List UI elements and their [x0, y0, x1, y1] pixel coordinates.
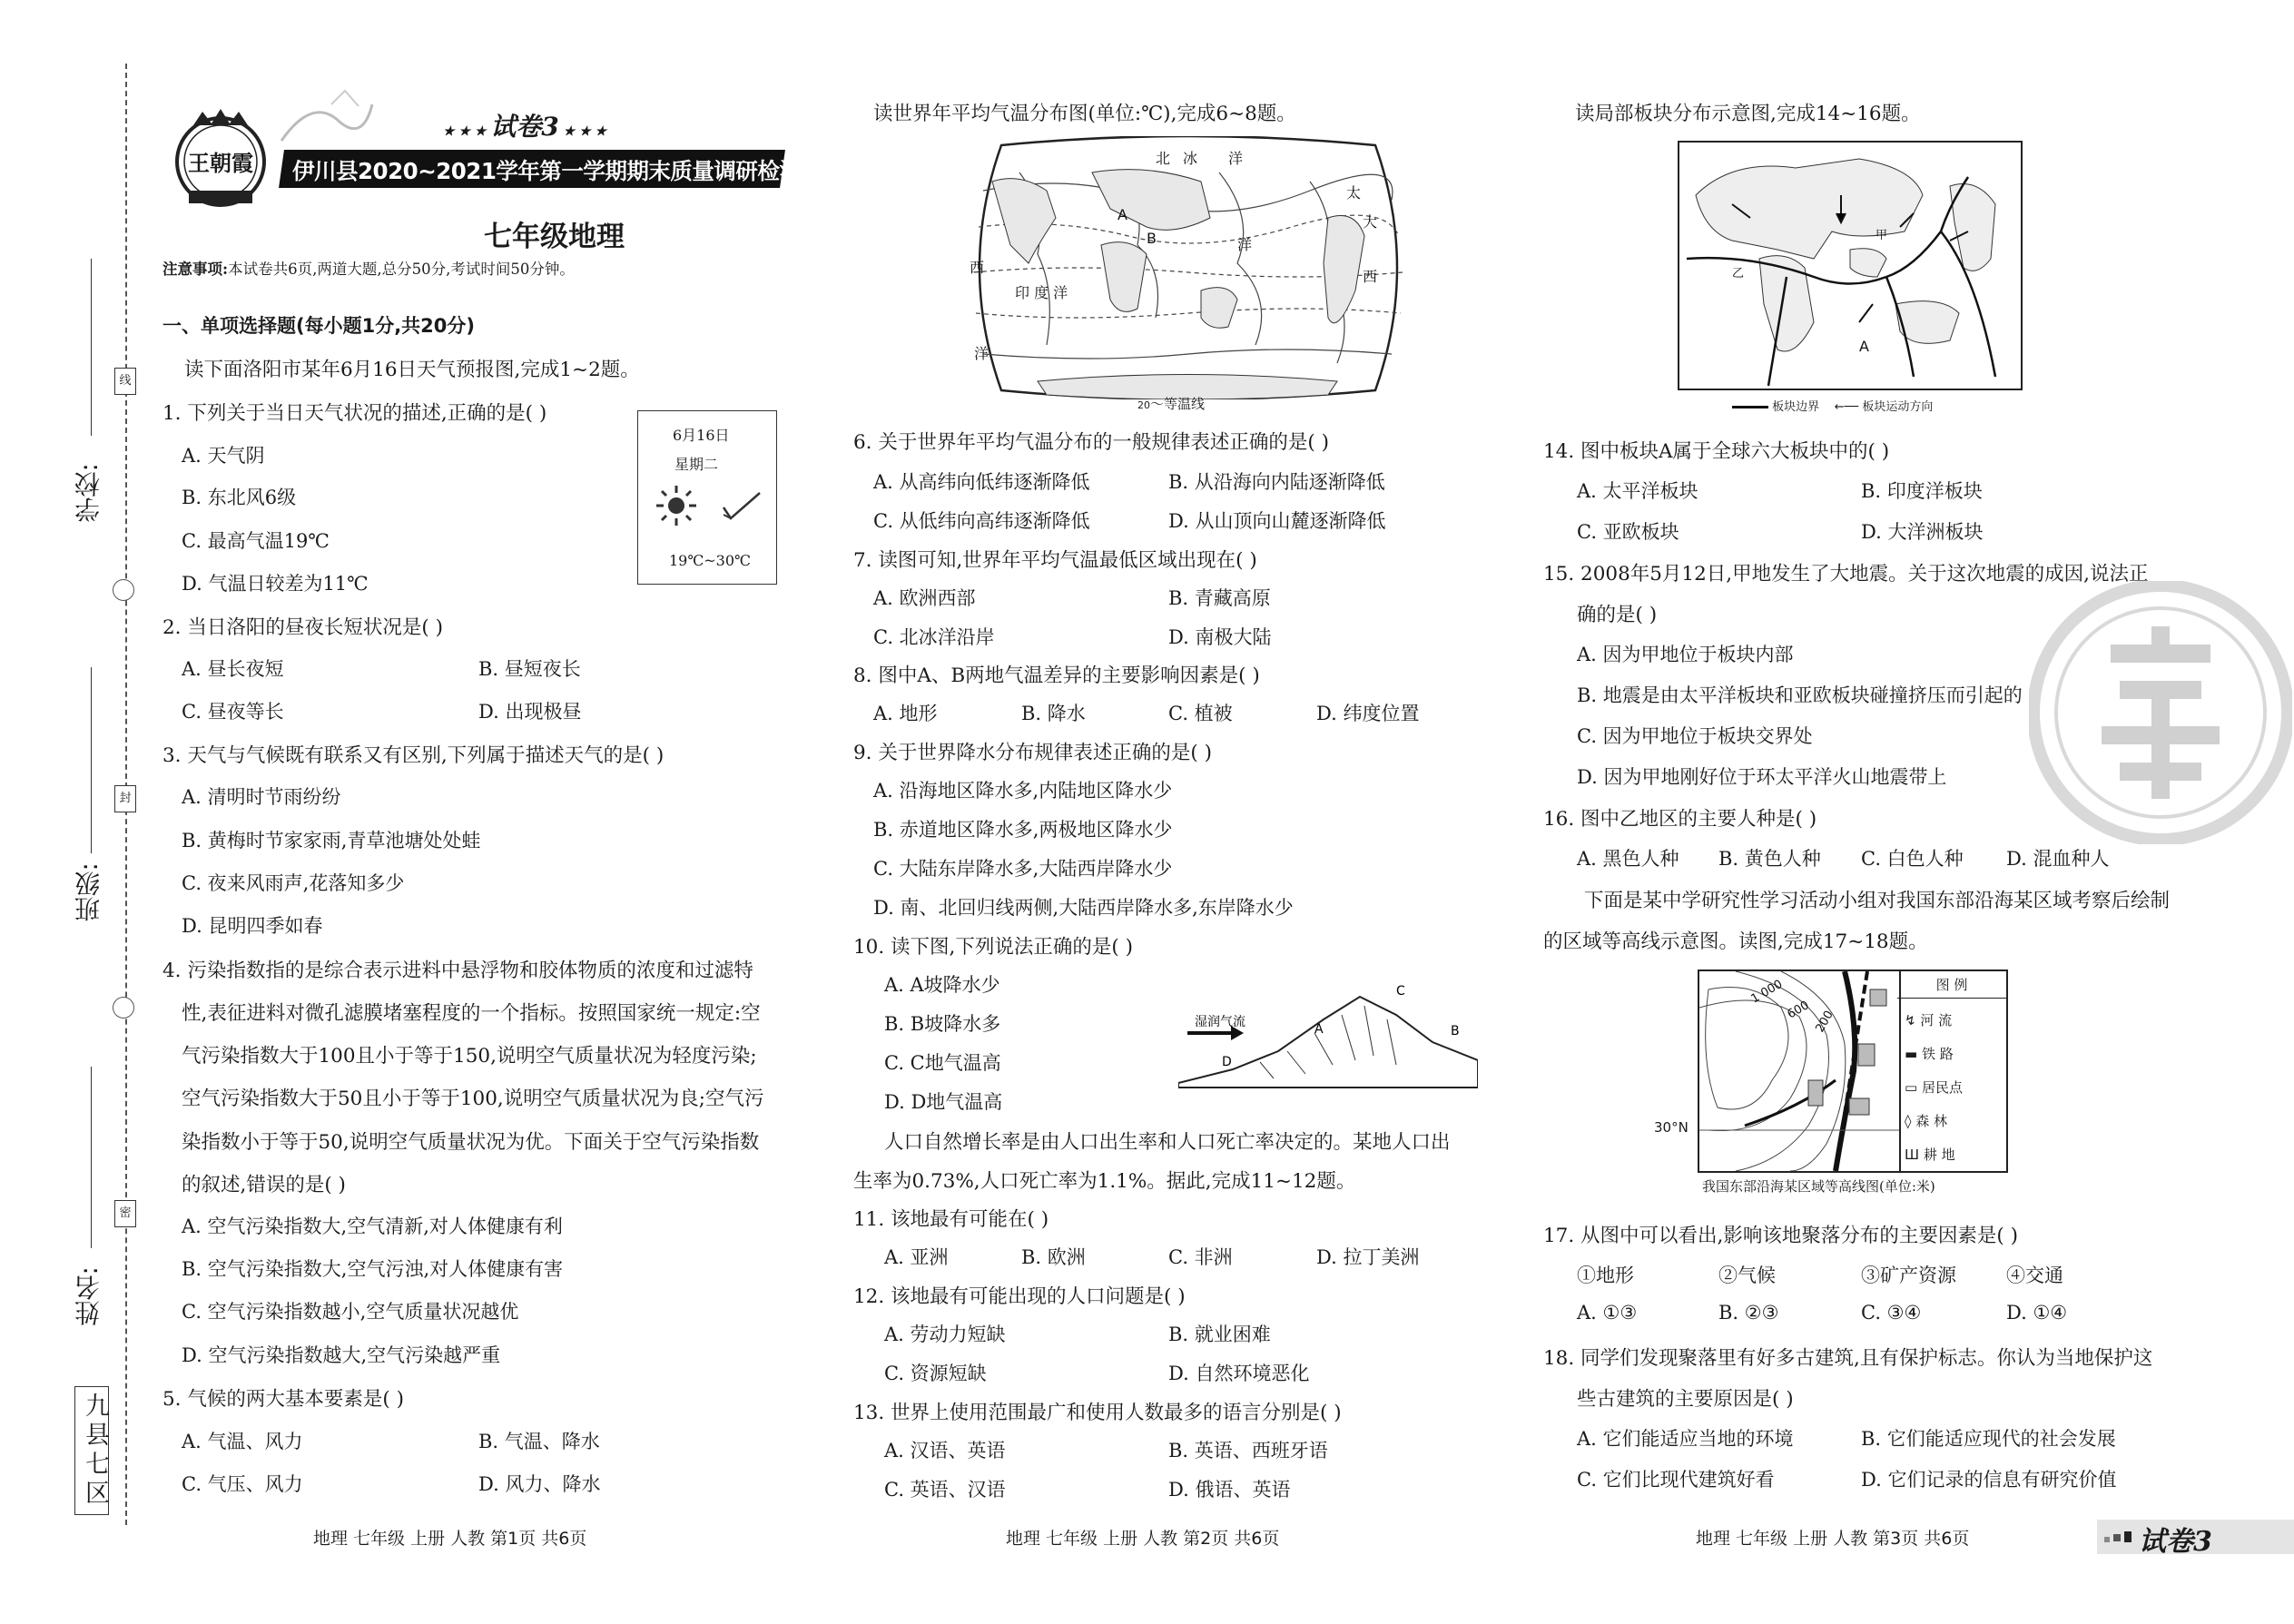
q4-option-b[interactable]: B. 空气污染指数大,空气污浊,对人体健康有害 — [182, 1258, 564, 1280]
school-label: 学校: — [74, 463, 103, 523]
forest-icon: ◊ — [1905, 1113, 1916, 1129]
q1-option-a[interactable]: A. 天气阴 — [182, 445, 265, 467]
q18-option-d[interactable]: D. 它们记录的信息有研究价值 — [1861, 1469, 2117, 1491]
river-icon: ↯ — [1905, 1012, 1921, 1029]
q2-option-b[interactable]: B. 昼短夜长 — [478, 658, 581, 680]
legend-river: 河 流 — [1920, 1012, 1953, 1029]
q11-option-a[interactable]: A. 亚洲 — [884, 1246, 949, 1268]
map-label-yang2: 洋 — [974, 345, 989, 362]
q9-option-a[interactable]: A. 沿海地区降水多,内陆地区降水少 — [873, 780, 1173, 802]
contour-600-label: 600 — [1785, 999, 1812, 1022]
q5-option-a[interactable]: A. 气温、风力 — [182, 1431, 303, 1452]
q14-option-c[interactable]: C. 亚欧板块 — [1577, 521, 1679, 543]
contour-1000-label: 1 000 — [1748, 977, 1786, 1007]
legend-resident: 居民点 — [1921, 1079, 1963, 1096]
q9-option-d[interactable]: D. 南、北回归线两侧,大陆西岸降水多,东岸降水少 — [873, 897, 1294, 919]
q4-line3: 气污染指数大于100且小于等于150,说明空气质量状况为轻度污染; — [182, 1045, 757, 1068]
boundary-line-icon — [1732, 406, 1768, 408]
q9-stem: 9. 关于世界降水分布规律表述正确的是( ) — [853, 742, 1212, 764]
legend-rail: 铁 路 — [1921, 1046, 1954, 1062]
q9-option-b[interactable]: B. 赤道地区降水多,两极地区降水少 — [873, 819, 1173, 841]
series-stars-left: ★ ★ ★ — [443, 124, 491, 139]
notice-label: 注意事项: — [162, 261, 229, 278]
q13-option-c[interactable]: C. 英语、汉语 — [884, 1479, 1006, 1501]
class-label: 班级: — [74, 862, 103, 922]
q17-item-1: ①地形 — [1577, 1265, 1634, 1286]
isotherm-line-icon: ～ — [1150, 396, 1165, 412]
latitude-label: 30°N — [1654, 1119, 1689, 1136]
contour-intro-line1: 下面是某中学研究性学习活动小组对我国东部沿海某区域考察后绘制 — [1584, 890, 2171, 912]
legend-forest: 森 林 — [1915, 1113, 1947, 1129]
contour-200-label: 200 — [1813, 1008, 1836, 1035]
q18-option-b[interactable]: B. 它们能适应现代的社会发展 — [1861, 1428, 2116, 1450]
q11-stem: 11. 该地最有可能在( ) — [853, 1208, 1049, 1231]
edition-label: 九县七区 — [81, 1393, 109, 1509]
tag-xian: 线 — [114, 368, 136, 395]
q10-stem: 10. 读下图,下列说法正确的是( ) — [853, 936, 1133, 959]
map-label-yang3: 洋 — [1228, 150, 1244, 167]
q17-option-c[interactable]: C. ③④ — [1861, 1302, 1922, 1324]
edition-box — [74, 1386, 109, 1515]
resident-icon: ▭ — [1905, 1079, 1922, 1096]
q1-stem: 1. 下列关于当日天气状况的描述,正确的是( ) — [162, 402, 547, 425]
name-line[interactable] — [91, 1067, 92, 1248]
q14-stem: 14. 图中板块A属于全球六大板块中的( ) — [1543, 440, 1890, 463]
slope-a-label: A — [1314, 1022, 1324, 1037]
q2-option-c[interactable]: C. 昼夜等长 — [182, 701, 284, 723]
q17-stem: 17. 从图中可以看出,影响该地聚落分布的主要因素是( ) — [1543, 1225, 2018, 1247]
q8-option-d[interactable]: D. 纬度位置 — [1316, 703, 1420, 724]
q12-option-d[interactable]: D. 自然环境恶化 — [1168, 1363, 1310, 1384]
section1-title: 一、单项选择题(每小题1分,共20分) — [162, 315, 476, 337]
q3-option-b[interactable]: B. 黄梅时节家家雨,青草池塘处处蛙 — [182, 830, 481, 851]
footer-page1: 地理 七年级 上册 人教 第1页 共6页 — [313, 1529, 587, 1549]
subject-title: 七年级地理 — [484, 221, 625, 253]
contour-legend — [1897, 969, 2008, 1173]
q17-item-2: ②气候 — [1718, 1265, 1776, 1286]
q16-option-c[interactable]: C. 白色人种 — [1861, 848, 1964, 870]
plate-legend — [1732, 397, 1933, 414]
series-label: 试卷3 — [490, 112, 559, 142]
q12-option-b[interactable]: B. 就业困难 — [1168, 1324, 1271, 1345]
q5-option-b[interactable]: B. 气温、降水 — [478, 1431, 600, 1452]
q4-line1: 4. 污染指数指的是综合表示进料中悬浮物和胶体物质的浓度和过滤特 — [162, 960, 753, 982]
q17-item-3: ③矿产资源 — [1861, 1265, 1956, 1286]
map-label-yang: 洋 — [1237, 236, 1253, 253]
rail-icon: ▬ — [1905, 1046, 1922, 1062]
q2-option-d[interactable]: D. 出现极昼 — [478, 701, 582, 723]
map1-legend — [1137, 394, 1205, 413]
q18-option-c[interactable]: C. 它们比现代建筑好看 — [1577, 1469, 1775, 1491]
weather-card — [637, 410, 777, 585]
q3-option-d[interactable]: D. 昆明四季如春 — [182, 915, 323, 937]
footer-page2: 地理 七年级 上册 人教 第2页 共6页 — [1006, 1529, 1280, 1549]
contour-caption: 我国东部沿海某区域等高线图(单位:米) — [1702, 1178, 1935, 1195]
q4-line5: 染指数小于等于50,说明空气质量状况为优。下面关于空气污染指数 — [182, 1131, 760, 1154]
q12-option-c[interactable]: C. 资源短缺 — [884, 1363, 987, 1384]
map1-intro: 读世界年平均气温分布图(单位:℃),完成6~8题。 — [873, 103, 1296, 125]
q17-option-a[interactable]: A. ①③ — [1577, 1302, 1638, 1324]
pop-intro-line2: 生率为0.73%,人口死亡率为1.1%。据此,完成11~12题。 — [853, 1170, 1356, 1193]
q7-option-a[interactable]: A. 欧洲西部 — [873, 587, 976, 609]
weather-weekday: 星期二 — [674, 456, 719, 473]
q6-stem: 6. 关于世界年平均气温分布的一般规律表述正确的是( ) — [853, 431, 1329, 454]
q10-option-b[interactable]: B. B坡降水多 — [884, 1013, 1001, 1035]
series-title — [443, 107, 606, 143]
q11-option-c[interactable]: C. 非洲 — [1168, 1246, 1233, 1268]
secret-seal — [2029, 581, 2292, 844]
map-label-bing: 冰 — [1183, 150, 1198, 167]
map-label-da: 大 — [1363, 213, 1378, 231]
q3-stem: 3. 天气与气候既有联系又有区别,下列属于描述天气的是( ) — [162, 744, 665, 767]
q2-option-a[interactable]: A. 昼长夜短 — [182, 658, 284, 680]
contour-map-frame — [1698, 969, 1901, 1173]
q14-option-b[interactable]: B. 印度洋板块 — [1861, 480, 1983, 502]
q16-option-d[interactable]: D. 混血种人 — [2006, 848, 2110, 870]
q5-option-d[interactable]: D. 风力、降水 — [478, 1473, 601, 1495]
q14-option-d[interactable]: D. 大洋洲板块 — [1861, 521, 1984, 543]
q8-option-b[interactable]: B. 降水 — [1021, 703, 1086, 724]
q16-option-a[interactable]: A. 黑色人种 — [1577, 848, 1679, 870]
q15-option-d[interactable]: D. 因为甲地刚好位于环太平洋火山地震带上 — [1577, 766, 1947, 788]
plate-label-jia: 甲 — [1876, 229, 1888, 242]
footer-page3: 地理 七年级 上册 人教 第3页 共6页 — [1696, 1529, 1970, 1549]
q1-option-b[interactable]: B. 东北风6级 — [182, 487, 297, 508]
wind-icon — [720, 489, 763, 526]
q6-option-d[interactable]: D. 从山顶向山麓逐渐降低 — [1168, 510, 1386, 532]
q6-option-a[interactable]: A. 从高纬向低纬逐渐降低 — [873, 471, 1090, 493]
q8-option-a[interactable]: A. 地形 — [873, 703, 938, 724]
q14-option-a[interactable]: A. 太平洋板块 — [1577, 480, 1698, 502]
series-stars-right: ★ ★ ★ — [558, 124, 607, 139]
q10-option-c[interactable]: C. C地气温高 — [884, 1052, 1001, 1074]
q13-option-b[interactable]: B. 英语、西班牙语 — [1168, 1440, 1328, 1462]
farm-icon: Ш — [1905, 1147, 1924, 1163]
legend-isotherm: 等温线 — [1164, 396, 1206, 412]
q2-stem: 2. 当日洛阳的昼夜长短状况是( ) — [162, 616, 443, 639]
legend-farm: 耕 地 — [1923, 1147, 1955, 1163]
legend-isotherm-value: 20 — [1137, 399, 1150, 411]
weather-temp: 19℃~30℃ — [669, 552, 751, 569]
decor-ribbon — [277, 86, 377, 159]
q7-option-d[interactable]: D. 南极大陆 — [1168, 626, 1272, 648]
footer-badge-dots — [2104, 1530, 2132, 1543]
tag-mi: 密 — [114, 1200, 136, 1227]
q8-stem: 8. 图中A、B两地气温差异的主要影响因素是( ) — [853, 664, 1260, 687]
q3-option-a[interactable]: A. 清明时节雨纷纷 — [182, 786, 341, 808]
class-line[interactable] — [91, 667, 92, 853]
q4-option-c[interactable]: C. 空气污染指数越小,空气质量状况越优 — [182, 1301, 519, 1323]
peak-c-label: C — [1396, 984, 1405, 999]
map-label-xi: 西 — [970, 259, 985, 276]
contour-intro-line2: 的区域等高线示意图。读图,完成17~18题。 — [1543, 930, 1928, 953]
plate-map — [1678, 141, 2023, 413]
q18-line2: 些古建筑的主要原因是( ) — [1577, 1388, 1794, 1411]
q10-option-a[interactable]: A. A坡降水少 — [884, 974, 1000, 996]
q5-option-c[interactable]: C. 气压、风力 — [182, 1473, 303, 1495]
weather-date: 6月16日 — [673, 427, 730, 444]
plate-label-yi: 乙 — [1732, 267, 1745, 281]
brand-logo — [166, 107, 275, 216]
q15-option-b[interactable]: B. 地震是由太平洋板块和亚欧板块碰撞挤压而引起的 — [1577, 684, 2023, 706]
q8-option-c[interactable]: C. 植被 — [1168, 703, 1233, 724]
q15-line1: 15. 2008年5月12日,甲地发生了大地震。关于这次地震的成因,说法正 — [1543, 563, 2149, 586]
map2-intro: 读局部板块分布示意图,完成14~16题。 — [1575, 103, 1921, 125]
footer-badge: 试卷3 — [2139, 1526, 2212, 1558]
airflow-label: 湿润气流 — [1195, 1015, 1245, 1029]
q4-line2: 性,表征进料对微孔滤膜堵塞程度的一个指标。按照国家统一规定:空 — [182, 1002, 761, 1025]
q17-option-b[interactable]: B. ②③ — [1718, 1302, 1779, 1324]
world-temperature-map — [965, 136, 1412, 412]
q15-line2: 确的是( ) — [1577, 604, 1658, 626]
punch-hole-2 — [113, 997, 134, 1019]
q3-option-c[interactable]: C. 夜来风雨声,花落知多少 — [182, 872, 405, 894]
foot-d-label: D — [1222, 1055, 1232, 1069]
q13-stem: 13. 世界上使用范围最广和使用人数最多的语言分别是( ) — [853, 1402, 1342, 1424]
legend-boundary: 板块边界 — [1772, 400, 1820, 414]
map-label-tai: 太 — [1346, 184, 1362, 202]
q7-stem: 7. 读图可知,世界年平均气温最低区域出现在( ) — [853, 549, 1257, 572]
q16-option-b[interactable]: B. 黄色人种 — [1718, 848, 1821, 870]
exam-title: 伊川县2020~2021学年第一学期期末质量调研检测试卷 — [292, 158, 845, 184]
q18-line1: 18. 同学们发现聚落里有好多古建筑,且有保护标志。你认为当地保护这 — [1543, 1347, 2153, 1370]
q18-option-a[interactable]: A. 它们能适应当地的环境 — [1577, 1428, 1794, 1450]
section1-intro: 读下面洛阳市某年6月16日天气预报图,完成1~2题。 — [184, 359, 640, 381]
q4-option-a[interactable]: A. 空气污染指数大,空气清新,对人体健康有利 — [182, 1216, 563, 1237]
notice-text: 本试卷共6页,两道大题,总分50分,考试时间50分钟。 — [228, 261, 575, 278]
school-line[interactable] — [91, 259, 92, 436]
q16-stem: 16. 图中乙地区的主要人种是( ) — [1543, 808, 1817, 831]
q7-option-b[interactable]: B. 青藏高原 — [1168, 587, 1271, 609]
direction-arrow-icon: ←── — [1834, 400, 1859, 414]
map-label-yindu: 印 度 洋 — [1015, 284, 1068, 301]
map-label-b: B — [1147, 230, 1157, 247]
legend-title: 图 例 — [1897, 971, 2006, 999]
q6-option-b[interactable]: B. 从沿海向内陆逐渐降低 — [1168, 471, 1385, 493]
q11-option-d[interactable]: D. 拉丁美洲 — [1316, 1246, 1420, 1268]
slope-b-label: B — [1451, 1024, 1460, 1038]
q12-stem: 12. 该地最有可能出现的人口问题是( ) — [853, 1285, 1186, 1308]
notice — [162, 257, 575, 279]
q11-option-b[interactable]: B. 欧洲 — [1021, 1246, 1086, 1268]
q15-option-a[interactable]: A. 因为甲地位于板块内部 — [1577, 644, 1794, 665]
map-label-a: A — [1117, 206, 1127, 223]
punch-hole-1 — [113, 579, 134, 601]
pop-intro-line1: 人口自然增长率是由人口出生率和人口死亡率决定的。某地人口出 — [884, 1131, 1451, 1154]
q13-option-a[interactable]: A. 汉语、英语 — [884, 1440, 1006, 1462]
q5-stem: 5. 气候的两大基本要素是( ) — [162, 1388, 404, 1411]
q17-item-4: ④交通 — [2006, 1265, 2063, 1286]
map-label-xi2: 西 — [1363, 268, 1378, 285]
legend-direction: 板块运动方向 — [1862, 400, 1934, 414]
q4-line4: 空气污染指数大于50且小于等于100,说明空气质量状况为良;空气污 — [182, 1088, 764, 1110]
sun-icon — [655, 484, 698, 531]
q10-option-d[interactable]: D. D地气温高 — [884, 1091, 1003, 1113]
tag-feng: 封 — [114, 785, 136, 812]
mountain-diagram — [1178, 979, 1478, 1092]
name-label: 姓名: — [74, 1266, 103, 1326]
q12-option-a[interactable]: A. 劳动力短缺 — [884, 1324, 1006, 1345]
plate-label-a: A — [1859, 338, 1869, 355]
q4-line6: 的叙述,错误的是( ) — [182, 1174, 346, 1196]
q7-option-c[interactable]: C. 北冰洋沿岸 — [873, 626, 995, 648]
contour-map — [1654, 969, 2024, 1195]
q13-option-d[interactable]: D. 俄语、英语 — [1168, 1479, 1291, 1501]
q6-option-c[interactable]: C. 从低纬向高纬逐渐降低 — [873, 510, 1090, 532]
q1-option-c[interactable]: C. 最高气温19℃ — [182, 530, 330, 552]
q17-option-d[interactable]: D. ①④ — [2006, 1302, 2068, 1324]
q4-option-d[interactable]: D. 空气污染指数越大,空气污染越严重 — [182, 1344, 501, 1366]
q15-option-c[interactable]: C. 因为甲地位于板块交界处 — [1577, 725, 1813, 747]
q1-option-d[interactable]: D. 气温日较差为11℃ — [182, 573, 369, 595]
q9-option-c[interactable]: C. 大陆东岸降水多,大陆西岸降水少 — [873, 858, 1173, 880]
brand-name: 王朝霞 — [188, 150, 253, 176]
map-label-bei: 北 — [1156, 150, 1171, 167]
